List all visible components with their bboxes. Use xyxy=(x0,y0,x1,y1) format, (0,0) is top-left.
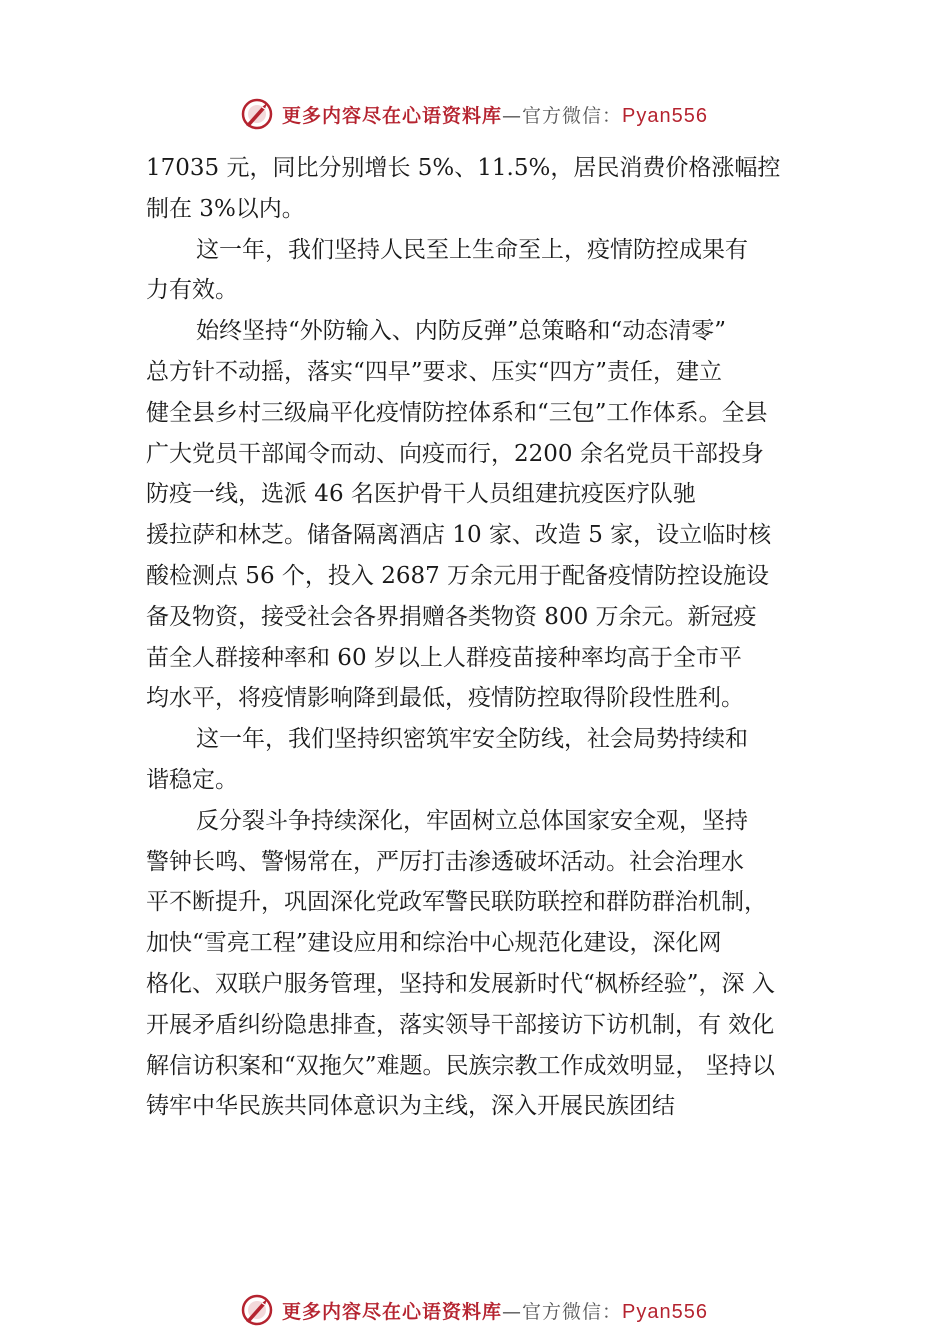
watermark-brand: 更多内容尽在心语资料库 xyxy=(282,104,503,127)
text-line: 均水平，将疫情影响降到最低，疫情防控取得阶段性胜利。 xyxy=(146,685,744,712)
watermark-wechat-id: Pyan556 xyxy=(622,1300,708,1323)
text-line: 开展矛盾纠纷隐患排查，落实领导干部接访下访机制，有 效化 xyxy=(146,1011,775,1038)
text-line: 反分裂斗争持续深化，牢固树立总体国家安全观，坚持 xyxy=(196,807,748,834)
text-line: 这一年，我们坚持人民至上生命至上，疫情防控成果有 xyxy=(196,236,748,263)
watermark-wechat-id: Pyan556 xyxy=(622,104,708,127)
text-line: 援拉萨和林芝。储备隔离酒店 10 家、改造 5 家，设立临时核 xyxy=(146,522,772,549)
pen-seal-icon xyxy=(240,1293,274,1327)
watermark-brand: 更多内容尽在心语资料库 xyxy=(282,1300,503,1323)
text-line: 解信访积案和“双拖欠”难题。民族宗教工作成效明显， 坚持以 xyxy=(146,1052,775,1079)
text-line: 防疫一线，选派 46 名医护骨干人员组建抗疫医疗队驰 xyxy=(146,481,696,508)
text-line: 警钟长鸣、警惕常在，严厉打击渗透破坏活动。社会治理水 xyxy=(146,848,744,875)
text-line: 始终坚持“外防输入、内防反弹”总策略和“动态清零” xyxy=(196,318,727,345)
text-line: 加快“雪亮工程”建设应用和综治中心规范化建设，深化网 xyxy=(146,930,722,957)
text-line: 这一年，我们坚持织密筑牢安全防线，社会局势持续和 xyxy=(196,726,748,753)
text-line: 铸牢中华民族共同体意识为主线，深入开展民族团结 xyxy=(146,1093,675,1120)
text-line: 总方针不动摇，落实“四早”要求、压实“四方”责任，建立 xyxy=(146,358,723,385)
watermark-wechat-label: 官方微信： xyxy=(522,104,623,127)
text-line: 广大党员干部闻令而动、向疫而行，2200 余名党员干部投身 xyxy=(146,440,764,467)
text-line: 谐稳定。 xyxy=(146,766,238,793)
watermark-dash: — xyxy=(502,1300,523,1323)
text-line: 制在 3%以内。 xyxy=(146,195,305,222)
text-line: 17035 元，同比分别增长 5%、11.5%，居民消费价格涨幅控 xyxy=(146,155,781,181)
text-line: 备及物资，接受社会各界捐赠各类物资 800 万余元。新冠疫 xyxy=(146,603,757,630)
document-body xyxy=(146,148,826,1127)
text-line: 酸检测点 56 个，投入 2687 万余元用于配备疫情防控设施设 xyxy=(146,562,770,589)
watermark-dash: — xyxy=(502,104,523,127)
pen-seal-icon xyxy=(240,97,274,131)
footer-watermark xyxy=(240,1290,708,1330)
text-line: 苗全人群接种率和 60 岁以上人群疫苗接种率均高于全市平 xyxy=(146,644,742,671)
text-line: 健全县乡村三级扁平化疫情防控体系和“三包”工作体系。全县 xyxy=(146,399,768,426)
watermark-wechat-label: 官方微信： xyxy=(522,1300,623,1323)
header-watermark xyxy=(240,94,708,134)
text-line: 格化、双联户服务管理，坚持和发展新时代“枫桥经验”，深 入 xyxy=(146,970,775,997)
text-line: 平不断提升，巩固深化党政军警民联防联控和群防群治机制， xyxy=(146,889,767,916)
text-line: 力有效。 xyxy=(146,277,238,304)
